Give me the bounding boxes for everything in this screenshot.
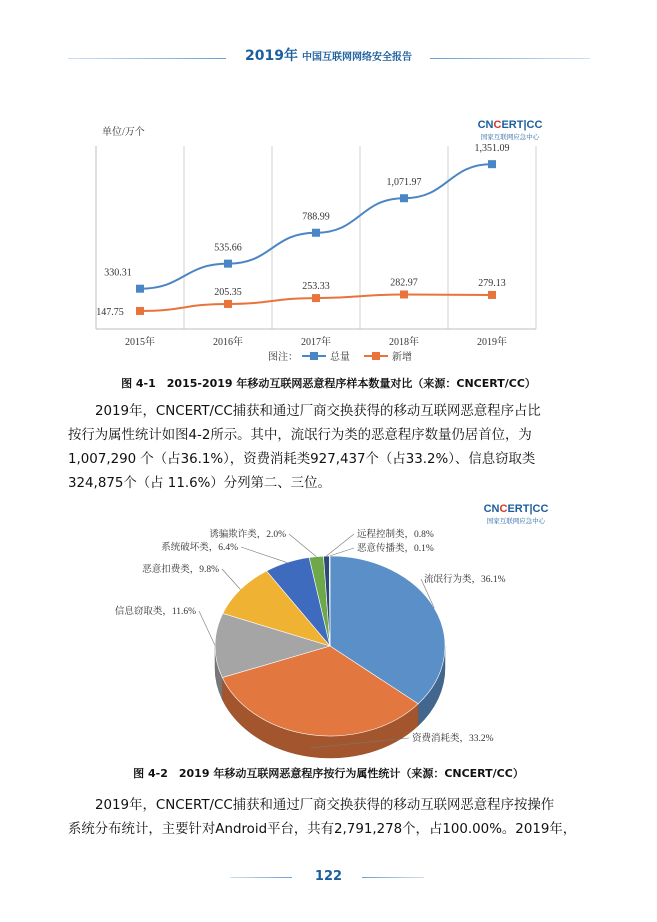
x-tick-label: 2016年 [213, 337, 243, 348]
legend-label: 总量 [330, 352, 350, 363]
slice-label: 恶意扣费类，9.8% [142, 565, 219, 575]
data-point [400, 194, 408, 202]
header-year: 2019年 [245, 48, 298, 64]
paragraph-line: 系统分布统计，主要针对Android平台，共有2,791,278个，占100.00%。2019年， [68, 822, 577, 837]
data-point [400, 290, 408, 298]
data-label: 253.33 [302, 281, 330, 293]
slice-label: 信息窃取类，11.6% [114, 607, 196, 617]
slice-label: 诱骗欺诈类，2.0% [209, 530, 286, 540]
slice-label: 远程控制类，0.8% [357, 530, 434, 540]
leader-line [241, 547, 287, 563]
data-point [136, 307, 144, 315]
header-title: 中国互联网网络安全报告 [301, 52, 412, 63]
data-label: 279.13 [478, 277, 506, 289]
pie-chart [0, 520, 657, 760]
leader-line [199, 611, 215, 645]
chart-legend [268, 350, 412, 363]
figure2-caption: 图 4-2 2019 年移动互联网恶意程序按行为属性统计（来源：CNCERT/CC） [133, 767, 524, 780]
data-point [136, 285, 144, 293]
body-paragraph-2 [68, 794, 588, 842]
slice-label: 流氓行为类，36.1% [424, 575, 506, 585]
cncert-logo: CNCERT|CC 国家互联网应急中心 [464, 119, 556, 141]
data-label: 788.99 [302, 211, 330, 223]
data-label: 282.97 [390, 277, 418, 289]
data-label: 535.66 [214, 242, 242, 254]
paragraph-line: 2019年，CNCERT/CC捕获和通过厂商交换获得的移动互联网恶意程序按操作 [95, 798, 555, 813]
data-label: 1,351.09 [474, 143, 510, 155]
slice-label: 系统破坏类，6.4% [161, 543, 238, 553]
logo-subtitle: 国家互联网应急中心 [486, 517, 546, 525]
leader-line [330, 548, 354, 556]
data-label: 205.35 [214, 286, 242, 298]
data-label: 1,071.97 [386, 177, 422, 189]
line-chart [0, 0, 657, 370]
data-point [488, 160, 496, 168]
pie-top [215, 556, 445, 736]
data-point [488, 291, 496, 299]
x-tick-label: 2015年 [125, 337, 155, 348]
cncert-logo-2: CNCERT|CC 国家互联网应急中心 [470, 503, 562, 525]
figure1-caption: 图 4-1 2015-2019 年移动互联网恶意程序样本数量对比（来源：CNCERT/CC） [121, 377, 536, 390]
legend-swatch-marker [310, 352, 318, 360]
x-tick-label: 2018年 [389, 337, 419, 348]
legend-prefix: 图注： [268, 352, 298, 363]
slice-label: 恶意传播类，0.1% [357, 544, 434, 554]
data-point [312, 229, 320, 237]
x-tick-label: 2019年 [477, 337, 507, 348]
data-point [224, 300, 232, 308]
data-point [312, 294, 320, 302]
slice-label: 资费消耗类，33.2% [412, 734, 494, 744]
series-line-total [140, 164, 492, 289]
x-tick-label: 2017年 [301, 337, 331, 348]
paragraph-line: 1,007,290 个（占36.1%），资费消耗类927,437个（占33.2%）、信息窃取类 [68, 452, 536, 467]
paragraph-line: 按行为属性统计如图4-2所示。其中，流氓行为类的恶意程序数量仍居首位，为 [68, 428, 532, 443]
page-number: 122 [314, 869, 343, 884]
paragraph-line: 2019年，CNCERT/CC捕获和通过厂商交换获得的移动互联网恶意程序占比 [95, 404, 541, 419]
logo-subtitle: 国家互联网应急中心 [480, 133, 540, 141]
legend-swatch-marker [372, 352, 380, 360]
y-unit-label: 单位/万个 [102, 127, 145, 138]
data-label: 330.31 [104, 267, 132, 279]
body-paragraph-1 [68, 400, 588, 496]
paragraph-line: 324,875个（占 11.6%）分列第二、三位。 [68, 476, 331, 491]
data-label: 147.75 [96, 306, 124, 318]
data-point [224, 260, 232, 268]
legend-label: 新增 [392, 352, 412, 363]
leader-line [222, 569, 240, 590]
leader-line [289, 534, 316, 557]
